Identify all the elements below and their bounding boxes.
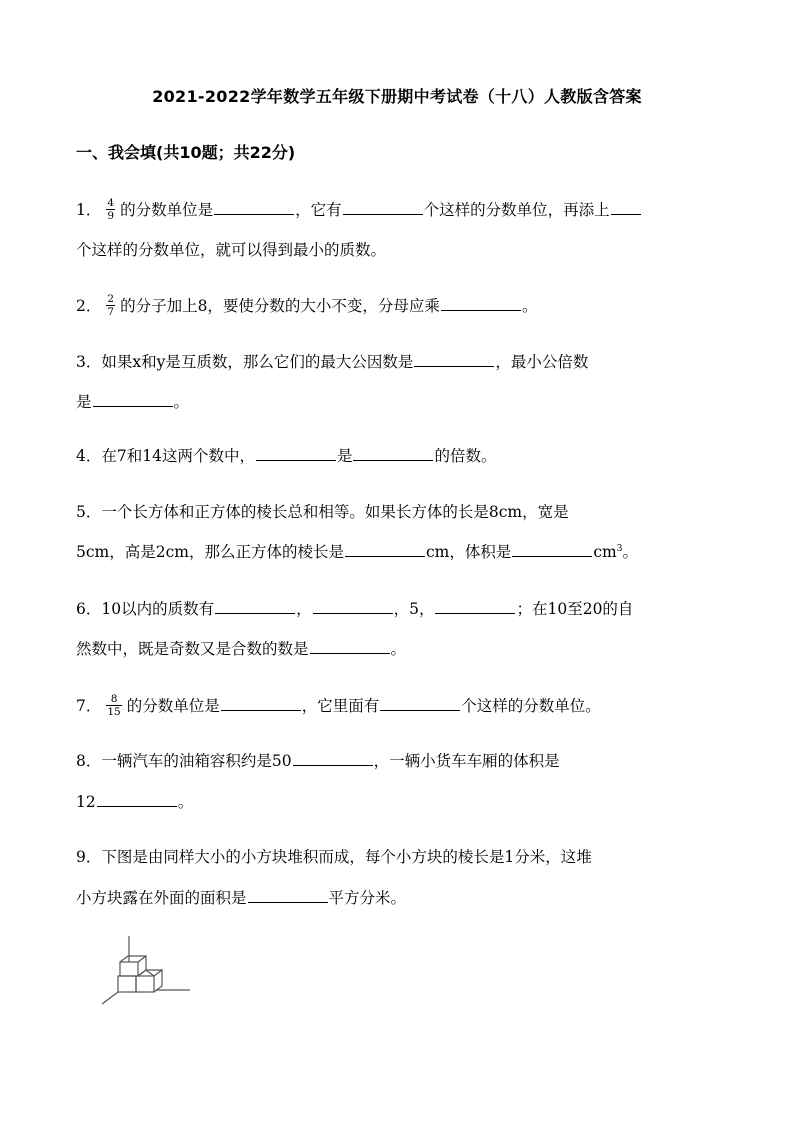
question-text: 的分数单位是: [120, 201, 214, 219]
question-text: 的倍数。: [434, 447, 497, 465]
question-text: ，它里面有: [301, 697, 380, 715]
question-text: 平方分米。: [328, 889, 407, 907]
question-6-line-2: [76, 637, 406, 659]
answer-blank[interactable]: [512, 542, 592, 557]
answer-blank[interactable]: [256, 446, 336, 461]
unit-text: cm: [593, 543, 617, 561]
question-text: cm，体积是: [425, 543, 512, 561]
answer-blank[interactable]: [93, 392, 173, 407]
question-5-line-1: 5．一个长方体和正方体的棱长总和相等。如果长方体的长是8cm，宽是: [76, 503, 569, 521]
question-text: 是: [336, 447, 353, 465]
question-text: 4．在7和14这两个数中，: [76, 447, 255, 465]
question-text: ；在10至20的自: [516, 600, 634, 618]
answer-blank[interactable]: [310, 639, 390, 654]
question-text: 6．10以内的质数有: [76, 600, 215, 618]
answer-blank[interactable]: [248, 888, 328, 903]
question-1-line-2: 个这样的分数单位，就可以得到最小的质数。: [76, 241, 387, 259]
fraction-denominator: 7: [107, 305, 115, 318]
question-9-line-2: [76, 886, 406, 908]
question-7: [76, 694, 601, 720]
answer-blank[interactable]: [215, 599, 295, 614]
answer-blank[interactable]: [343, 200, 423, 215]
question-text: 12: [76, 793, 96, 811]
question-text: ，5，: [393, 600, 435, 618]
question-number: 7．: [76, 697, 102, 715]
question-8-line-1: [76, 749, 560, 771]
answer-blank[interactable]: [414, 352, 494, 367]
question-text: 8．一辆汽车的油箱容积约是50: [76, 752, 292, 770]
question-number: 1．: [76, 201, 102, 219]
answer-blank[interactable]: [435, 599, 515, 614]
question-text: 。: [177, 793, 194, 811]
answer-blank[interactable]: [293, 751, 373, 766]
question-2: [76, 294, 537, 320]
question-text: 5cm，高是2cm，那么正方体的棱长是: [76, 543, 344, 561]
fraction: [106, 197, 115, 222]
fraction-denominator: 9: [107, 209, 115, 222]
fraction-numerator: 2: [107, 292, 115, 305]
question-9-line-1: 9．下图是由同样大小的小方块堆积而成，每个小方块的棱长是1分米，这堆: [76, 848, 592, 866]
fraction-denominator: 15: [107, 705, 121, 718]
answer-blank[interactable]: [353, 446, 433, 461]
answer-blank[interactable]: [611, 200, 641, 215]
question-text: 。: [390, 640, 407, 658]
question-6-line-1: [76, 597, 633, 619]
answer-blank[interactable]: [97, 792, 177, 807]
section-heading: 一、我会填(共10题；共22分): [76, 143, 296, 162]
question-text: 。: [521, 297, 538, 315]
fraction: [106, 693, 121, 718]
question-5-line-2: [76, 540, 638, 562]
fraction-numerator: 4: [107, 196, 115, 209]
question-text: 然数中，既是奇数又是合数的数是: [76, 640, 309, 658]
question-8-line-2: [76, 790, 193, 812]
page-title: 2021-2022学年数学五年级下册期中考试卷（十八）人教版含答案: [152, 87, 642, 106]
question-text: 个这样的分数单位，再添上: [423, 201, 610, 219]
question-3-line-1: [76, 350, 588, 372]
answer-blank[interactable]: [313, 599, 393, 614]
cube-stack-figure: [100, 934, 200, 1008]
question-text: 的分数单位是: [126, 697, 220, 715]
answer-blank[interactable]: [214, 200, 294, 215]
answer-blank[interactable]: [380, 696, 460, 711]
answer-blank[interactable]: [221, 696, 301, 711]
question-3-line-2: [76, 390, 189, 412]
question-text: 个这样的分数单位。: [461, 697, 601, 715]
question-4: [76, 444, 496, 466]
question-text: ，最小公倍数: [495, 353, 589, 371]
fraction-numerator: 8: [106, 693, 121, 706]
question-text: ，: [296, 600, 312, 618]
question-text: 小方块露在外面的面积是: [76, 889, 247, 907]
question-text: 的分子加上8，要使分数的大小不变，分母应乘: [120, 297, 440, 315]
question-number: 2．: [76, 297, 102, 315]
answer-blank[interactable]: [441, 296, 521, 311]
question-text: ，它有: [295, 201, 342, 219]
question-text: 3．如果x和y是互质数，那么它们的最大公因数是: [76, 353, 414, 371]
fraction: [106, 293, 115, 318]
unit-exponent: 3: [616, 543, 623, 554]
question-1-line-1: [76, 198, 642, 224]
question-text: 。: [173, 393, 190, 411]
answer-blank[interactable]: [345, 542, 425, 557]
question-text: 。: [622, 543, 639, 561]
question-text: 是: [76, 393, 92, 411]
question-text: ，一辆小货车车厢的体积是: [373, 752, 560, 770]
